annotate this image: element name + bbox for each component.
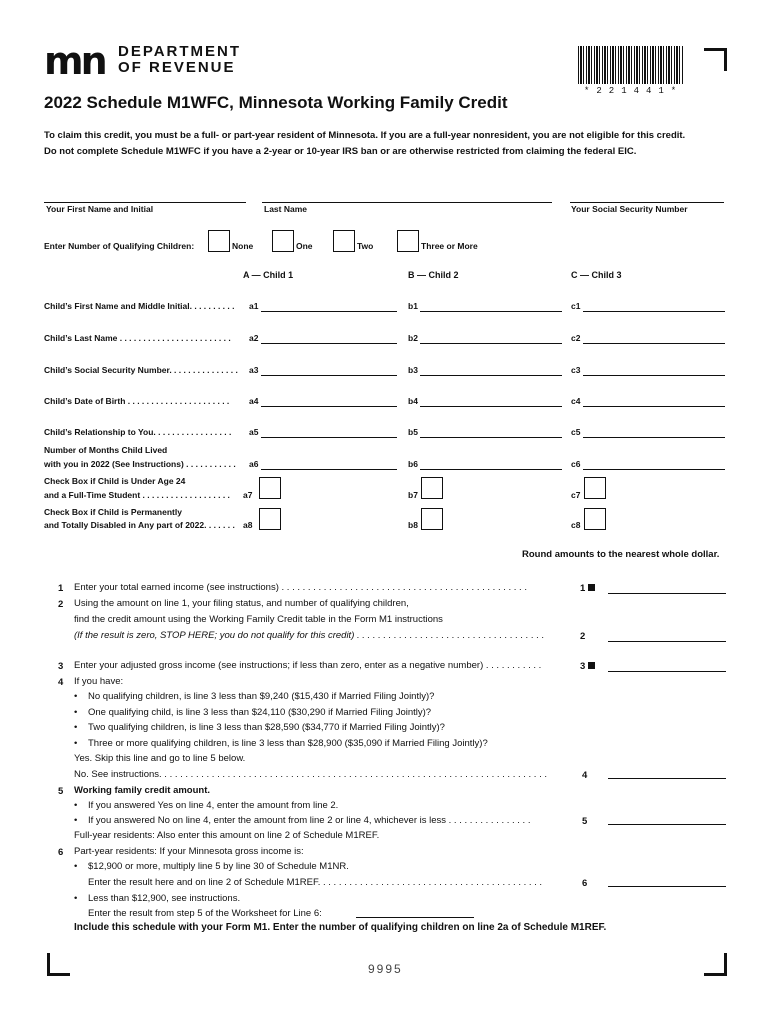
dept-line-1: DEPARTMENT [118, 43, 242, 60]
field-b2[interactable] [420, 332, 562, 344]
code-c4: c4 [571, 396, 581, 406]
corner-mark-top-right [704, 48, 727, 71]
line-6-bullet-2-cont: Enter the result from step 5 of the Worksheet for Line 6: [88, 908, 322, 919]
row-7-label: and a Full-Time Student . . . . . . . . . . . . . . . . . . . [44, 490, 230, 500]
field-c6[interactable] [583, 458, 725, 470]
line-1-number: 1 [58, 583, 64, 594]
line-4-input[interactable] [608, 777, 726, 779]
line-5-number: 5 [58, 786, 64, 797]
field-c1[interactable] [583, 300, 725, 312]
footer-note: Include this schedule with your Form M1. Enter the number of qualifying children on line 2a of Schedule M1REF. [74, 922, 607, 933]
line-5-input[interactable] [608, 823, 726, 825]
line-4-ref: 4 [582, 770, 588, 781]
square-marker-icon [588, 662, 595, 669]
line-6-bullet-2: • Less than $12,900, see instructions. [74, 891, 240, 907]
field-a5[interactable] [261, 426, 397, 438]
code-b1: b1 [408, 301, 418, 311]
last-name-label: Last Name [264, 204, 307, 214]
code-b5: b5 [408, 427, 418, 437]
corner-mark-bottom-right [704, 953, 727, 976]
field-a4[interactable] [261, 395, 397, 407]
line-6-bullet-1: • $12,900 or more, multiply line 5 by line 30 of Schedule M1NR. [74, 859, 349, 875]
bullet-icon: • [74, 707, 78, 718]
line-2-text-c: (If the result is zero, STOP HERE; you do not qualify for this credit) . . . . . . . . . . . . . . . . . . . . . . . . . . . . . . . . . . . . [74, 630, 545, 641]
barcode [578, 46, 684, 84]
field-a6[interactable] [261, 458, 397, 470]
line-4-text: If you have: [74, 676, 124, 687]
department-name [118, 44, 241, 76]
code-b3: b3 [408, 365, 418, 375]
bullet-icon: • [74, 815, 78, 826]
code-a7: a7 [243, 490, 253, 500]
worksheet-result-input[interactable] [356, 916, 474, 918]
field-b4[interactable] [420, 395, 562, 407]
child-2-header: B — Child 2 [408, 270, 459, 280]
line-5-full-year: Full-year residents: Also enter this amount on line 2 of Schedule M1REF. [74, 830, 380, 841]
one-label: One [296, 241, 313, 251]
field-a1[interactable] [261, 300, 397, 312]
bullet-icon: • [74, 722, 78, 733]
line-2-text-a: Using the amount on line 1, your filing status, and number of qualifying children, [74, 598, 409, 609]
code-a5: a5 [249, 427, 259, 437]
code-c7: c7 [571, 490, 581, 500]
code-a3: a3 [249, 365, 259, 375]
code-a4: a4 [249, 396, 259, 406]
checkbox-b7[interactable] [421, 477, 443, 499]
ssn-label: Your Social Security Number [571, 204, 688, 214]
bullet-icon: • [74, 861, 78, 872]
none-checkbox[interactable] [208, 230, 230, 252]
field-c5[interactable] [583, 426, 725, 438]
line-4-bullet-2: • One qualifying child, is line 3 less than $24,110 ($30,290 if Married Filing Jointly)? [74, 705, 431, 721]
square-marker-icon [588, 584, 595, 591]
line-5-text: Working family credit amount. [74, 785, 211, 796]
code-c3: c3 [571, 365, 581, 375]
bullet-icon: • [74, 691, 78, 702]
line-6-text: Part-year residents: If your Minnesota gross income is: [74, 846, 304, 857]
line-6-ref: 6 [582, 878, 588, 889]
barcode-text: *221441* [584, 86, 684, 96]
line-2-text-b: find the credit amount using the Working Family Credit table in the Form M1 instructions [74, 614, 443, 625]
two-checkbox[interactable] [333, 230, 355, 252]
line-1-input[interactable] [608, 592, 726, 594]
code-c5: c5 [571, 427, 581, 437]
field-b1[interactable] [420, 300, 562, 312]
none-label: None [232, 241, 254, 251]
row-3-label: Child’s Social Security Number. . . . . . . . . . . . . . . [44, 365, 238, 375]
code-a8: a8 [243, 520, 253, 530]
line-2-input[interactable] [608, 640, 726, 642]
code-a1: a1 [249, 301, 259, 311]
field-c3[interactable] [583, 364, 725, 376]
two-label: Two [357, 241, 374, 251]
bullet-icon: • [74, 800, 78, 811]
three-or-more-label: Three or More [421, 241, 478, 251]
checkbox-c7[interactable] [584, 477, 606, 499]
field-b6[interactable] [420, 458, 562, 470]
round-note: Round amounts to the nearest whole dollar. [522, 549, 720, 560]
first-name-field[interactable] [44, 186, 246, 203]
field-c2[interactable] [583, 332, 725, 344]
intro-line-1: To claim this credit, you must be a full- or part-year resident of Minnesota. If you are a full-year nonresident, you are not eligible for this credit. [44, 130, 686, 141]
line-4-yes: Yes. Skip this line and go to line 5 below. [74, 753, 246, 764]
first-name-label: Your First Name and Initial [46, 204, 154, 214]
line-5-bullet-1: • If you answered Yes on line 4, enter the amount from line 2. [74, 798, 338, 814]
line-5-ref: 5 [582, 816, 588, 827]
code-c2: c2 [571, 333, 581, 343]
three-or-more-checkbox[interactable] [397, 230, 419, 252]
line-4-bullet-4: • Three or more qualifying children, is line 3 less than $28,900 ($35,090 if Married Filing Jointly)? [74, 736, 488, 752]
code-b2: b2 [408, 333, 418, 343]
checkbox-a8[interactable] [259, 508, 281, 530]
code-b8: b8 [408, 520, 418, 530]
one-checkbox[interactable] [272, 230, 294, 252]
corner-mark-bottom-left [47, 953, 70, 976]
checkbox-a7[interactable] [259, 477, 281, 499]
code-b4: b4 [408, 396, 418, 406]
field-b3[interactable] [420, 364, 562, 376]
line-6-bullet-1-cont: Enter the result here and on line 2 of Schedule M1REF. . . . . . . . . . . . . . . . . . . . . . . . . . . . . . . . . . . . . . . . . . . [88, 877, 543, 888]
qualifying-children-label: Enter Number of Qualifying Children: [44, 241, 195, 251]
line-5-bullet-2: • If you answered No on line 4, enter the amount from line 2 or line 4, whichever is less . . . . . . . . . . . . . . . . [74, 813, 530, 829]
row-7-label-line-1: Check Box if Child is Under Age 24 [44, 476, 186, 486]
line-4-number: 4 [58, 677, 64, 688]
bullet-icon: • [74, 893, 78, 904]
line-1-text: Enter your total earned income (see instructions) . . . . . . . . . . . . . . . . . . . . . . . . . . . . . . . . . . . . . . . . . . . . . . . [74, 582, 527, 593]
code-a6: a6 [249, 459, 259, 469]
line-2-ref: 2 [580, 631, 586, 642]
code-b7: b7 [408, 490, 418, 500]
line-1-ref: 1 [580, 583, 595, 594]
line-4-no: No. See instructions. . . . . . . . . . . . . . . . . . . . . . . . . . . . . . . . . . . . . . . . . . . . . . . . . . . . . . . . . . . . . . . . . . . . . . . . . . [74, 769, 548, 780]
row-4-label: Child’s Date of Birth . . . . . . . . . . . . . . . . . . . . . . [44, 396, 230, 406]
code-b6: b6 [408, 459, 418, 469]
row-6-label-line-1: Number of Months Child Lived [44, 445, 168, 455]
field-a2[interactable] [261, 332, 397, 344]
code-a2: a2 [249, 333, 259, 343]
line-3-text: Enter your adjusted gross income (see instructions; if less than zero, enter as a negative number) . . . . . . . . . . . [74, 660, 542, 671]
row-8-label: and Totally Disabled in Any part of 2022. . . . . . . [44, 520, 235, 530]
line-2-number: 2 [58, 599, 64, 610]
page-code: 9995 [368, 962, 403, 976]
row-6-label: with you in 2022 (See Instructions) . . . . . . . . . . . [44, 459, 236, 469]
form-title: 2022 Schedule M1WFC, Minnesota Working Family Credit [44, 93, 508, 112]
line-3-input[interactable] [608, 670, 726, 672]
intro-line-2: Do not complete Schedule M1WFC if you have a 2-year or 10-year IRS ban or are otherwise restricted from claiming the federal EIC. [44, 146, 637, 157]
field-b5[interactable] [420, 426, 562, 438]
line-3-number: 3 [58, 661, 64, 672]
line-3-ref: 3 [580, 661, 595, 672]
line-6-input[interactable] [608, 885, 726, 887]
code-c6: c6 [571, 459, 581, 469]
line-4-bullet-3: • Two qualifying children, is line 3 less than $28,590 ($34,770 if Married Filing Jointly)? [74, 720, 445, 736]
bullet-icon: • [74, 738, 78, 749]
field-c4[interactable] [583, 395, 725, 407]
checkbox-c8[interactable] [584, 508, 606, 530]
field-a3[interactable] [261, 364, 397, 376]
child-1-header: A — Child 1 [243, 270, 294, 280]
row-1-label: Child’s First Name and Middle Initial. . . . . . . . . . [44, 301, 235, 311]
child-3-header: C — Child 3 [571, 270, 622, 280]
row-5-label: Child’s Relationship to You. . . . . . . . . . . . . . . . . [44, 427, 232, 437]
code-c8: c8 [571, 520, 581, 530]
dept-line-2: OF REVENUE [118, 59, 236, 76]
row-8-label-line-1: Check Box if Child is Permanently [44, 507, 182, 517]
mn-logo-mark: mn [44, 39, 105, 83]
ssn-field[interactable] [570, 186, 724, 203]
code-c1: c1 [571, 301, 581, 311]
last-name-field[interactable] [262, 186, 552, 203]
checkbox-b8[interactable] [421, 508, 443, 530]
row-2-label: Child’s Last Name . . . . . . . . . . . . . . . . . . . . . . . . [44, 333, 231, 343]
intro-text [44, 128, 744, 160]
line-6-number: 6 [58, 847, 64, 858]
line-4-bullet-1: • No qualifying children, is line 3 less than $9,240 ($15,430 if Married Filing Jointly)? [74, 689, 434, 705]
